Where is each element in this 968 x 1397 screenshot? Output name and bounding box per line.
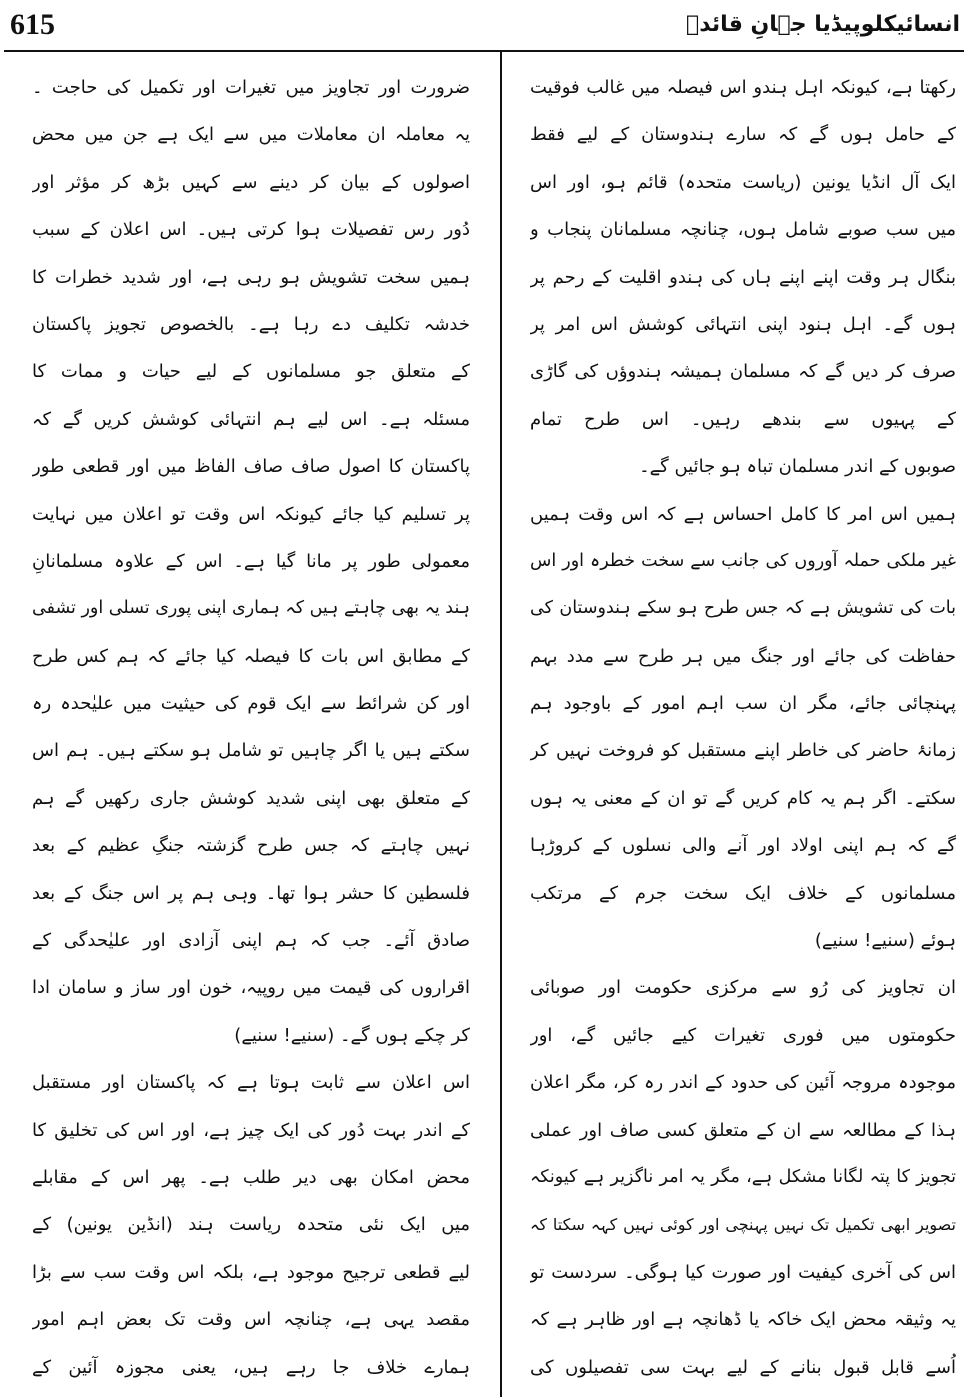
text-line: ہمیں سخت تشویش ہو رہی ہے، اور شدید خطرات کا [32,266,470,288]
left-column [32,64,470,1391]
right-column [530,64,956,1391]
text-line: ہمارے خلاف جا رہے ہیں، یعنی مجوزہ آئین کے [32,1356,470,1378]
text-line: کے اندر بہت دُور کی ایک چیز ہے، اور اس کی تخلیق کا [32,1119,470,1141]
text-line: سکتے۔ اگر ہم یہ کام کریں گے تو ان کے معنی یہ ہوں [530,787,956,809]
text-line: ضرورت اور تجاویز میں تغیرات اور تکمیل کی حاجت ۔ [32,77,470,98]
text-line: ایک آل انڈیا یونین (ریاست متحدہ) قائم ہو، اور اس [530,171,956,193]
text-line: موجودہ مروجہ آئین کی حدود کے اندر رہ کر، مگر اعلان [530,1072,956,1094]
text-line: پاکستان کا اصول صاف صاف الفاظ میں اور قطعی طور [32,456,470,478]
text-line: مسلمانوں کے خلاف ایک سخت جرم کے مرتکب [530,882,956,904]
text-line: حکومتوں میں فوری تغیرات کیے جائیں گے، اور [530,1024,956,1046]
text-line: میں ایک نئی متحدہ ریاست ہند (انڈین یونین) کے [32,1214,470,1236]
text-line: کے پہیوں سے بندھے رہیں۔ اس طرح تمام [530,408,956,430]
text-line: مقصد یہی ہے، چنانچہ اس وقت تک بعض اہم امور [32,1309,470,1331]
text-line: ان تجاویز کی رُو سے مرکزی حکومت اور صوبائی [530,977,956,999]
text-line: سکتے ہیں یا اگر چاہیں تو شامل ہو سکتے ہیں۔ ہم اس [32,740,470,762]
text-line: ہوں گے۔ اہل ہنود اپنی انتہائی کوشش اس امر پر [530,313,956,335]
text-line: معمولی طور پر مانا گیا ہے۔ اس کے علاوہ مسلمانانِ [32,550,470,572]
text-line: میں سب صوبے شامل ہوں، چنانچہ مسلمانان پنجاب و [530,219,956,241]
text-line: تجویز کا پتہ لگانا مشکل ہے، مگر یہ امر ناگزیر ہے کیونکہ [530,1166,956,1187]
text-line: صرف کر دیں گے کہ مسلمان ہمیشہ ہندوؤں کی گاڑی [530,361,956,383]
text-line: ہذا کے مطالعہ سے ان کے متعلق کسی صاف اور عملی [530,1119,956,1141]
text-line: بنگال ہر وقت اپنے اپنے ہاں کی ہندو اقلیت کے رحم پر [530,266,956,288]
book-title: انسائیکلوپیڈیا جہانِ قائدؒ [686,12,960,37]
column-divider [500,52,502,1397]
text-line: لیے قطعی ترجیح موجود ہے، بلکہ اس وقت سب سے بڑا [32,1261,470,1283]
text-line: نہیں چاہتے کہ جس طرح گزشتہ جنگِ عظیم کے بعد [32,835,470,857]
header-rule [4,50,964,52]
text-line: ہوئے (سنیے! سنیے) [814,930,956,952]
text-line: خدشہ تکلیف دے رہا ہے۔ بالخصوص تجویز پاکستان [32,313,470,335]
text-line: کے مطابق اس بات کا فیصلہ کیا جائے کہ ہم کس طرح [32,645,470,667]
text-line: اُسے قابل قبول بنانے کے لیے بہت سی تفصیلوں کی [530,1356,956,1378]
text-line: محض امکان بھی دیر طلب ہے۔ پھر اس کے مقابلے [32,1166,470,1188]
text-line: کے متعلق جو مسلمانوں کے لیے حیات و ممات کا [32,361,470,383]
text-line: فلسطین کا حشر ہوا تھا۔ وہی ہم پر اس جنگ کے بعد [32,882,470,904]
text-line: گے کہ ہم اپنی اولاد اور آنے والی نسلوں کے کروڑہا [530,835,956,857]
text-line: اقراروں کی قیمت میں روپیہ، خون اور ساز و سامان ادا [32,977,470,999]
text-line: یہ معاملہ ان معاملات میں سے ایک ہے جن میں محض [32,124,470,146]
text-line: اس اعلان سے ثابت ہوتا ہے کہ پاکستان اور مستقبل [32,1072,470,1094]
text-line: کے حامل ہوں گے کہ سارے ہندوستان کے لیے فقط [530,124,956,146]
page-number: 615 [10,8,55,41]
text-line: زمانۂ حاضر کی خاطر اپنے مستقبل کو فروخت نہیں کر [530,740,956,762]
text-line: بات کی تشویش ہے کہ جس طرح ہو سکے ہندوستان کی [530,598,956,619]
text-line: رکھتا ہے، کیونکہ اہل ہندو اس فیصلہ میں غالب فوقیت [530,77,956,98]
text-line: پہنچائی جائے، مگر ان سب اہم امور کے باوجود ہم [530,693,956,715]
text-line: اصولوں کے بیان کر دینے سے کہیں بڑھ کر مؤثر اور [32,171,470,193]
text-line: تصویر ابھی تکمیل تک نہیں پہنچی اور کوئی نہیں کہہ سکتا کہ [530,1215,956,1235]
text-line: صادق آئے۔ جب کہ ہم اپنی آزادی اور علیٰحدگی کے [32,930,470,952]
text-line: کے متعلق بھی اپنی شدید کوشش جاری رکھیں گے ہم [32,787,470,809]
text-line: ہمیں اس امر کا کامل احساس ہے کہ اس وقت ہمیں [530,503,956,525]
text-line: اور کن شرائط سے ایک قوم کی حیثیت میں علیٰحدہ رہ [32,693,470,715]
text-line: پر تسلیم کیا جائے کیونکہ اس وقت تو اعلان میں نہایت [32,503,470,525]
text-line: صوبوں کے اندر مسلمان تباہ ہو جائیں گے۔ [639,456,956,478]
text-line: ہند یہ بھی چاہتے ہیں کہ ہماری اپنی پوری تسلی اور تشفی [32,598,470,619]
text-line: اس کی آخری کیفیت اور صورت کیا ہوگی۔ سردست تو [530,1261,956,1283]
text-line: دُور رس تفصیلات ہوا کرتی ہیں۔ اس اعلان کے سبب [32,219,470,241]
text-line: مسئلہ ہے۔ اس لیے ہم انتہائی کوشش کریں گے کہ [32,408,470,430]
text-line: غیر ملکی حملہ آوروں کی جانب سے سخت خطرہ اور اس [530,550,956,571]
text-line: حفاظت کی جائے اور جنگ میں ہر طرح سے مدد بہم [530,645,956,667]
text-line: کر چکے ہوں گے۔ (سنیے! سنیے) [234,1024,470,1046]
text-line: یہ وثیقہ محض ایک خاکہ یا ڈھانچہ ہے اور ظاہر ہے کہ [530,1309,956,1331]
